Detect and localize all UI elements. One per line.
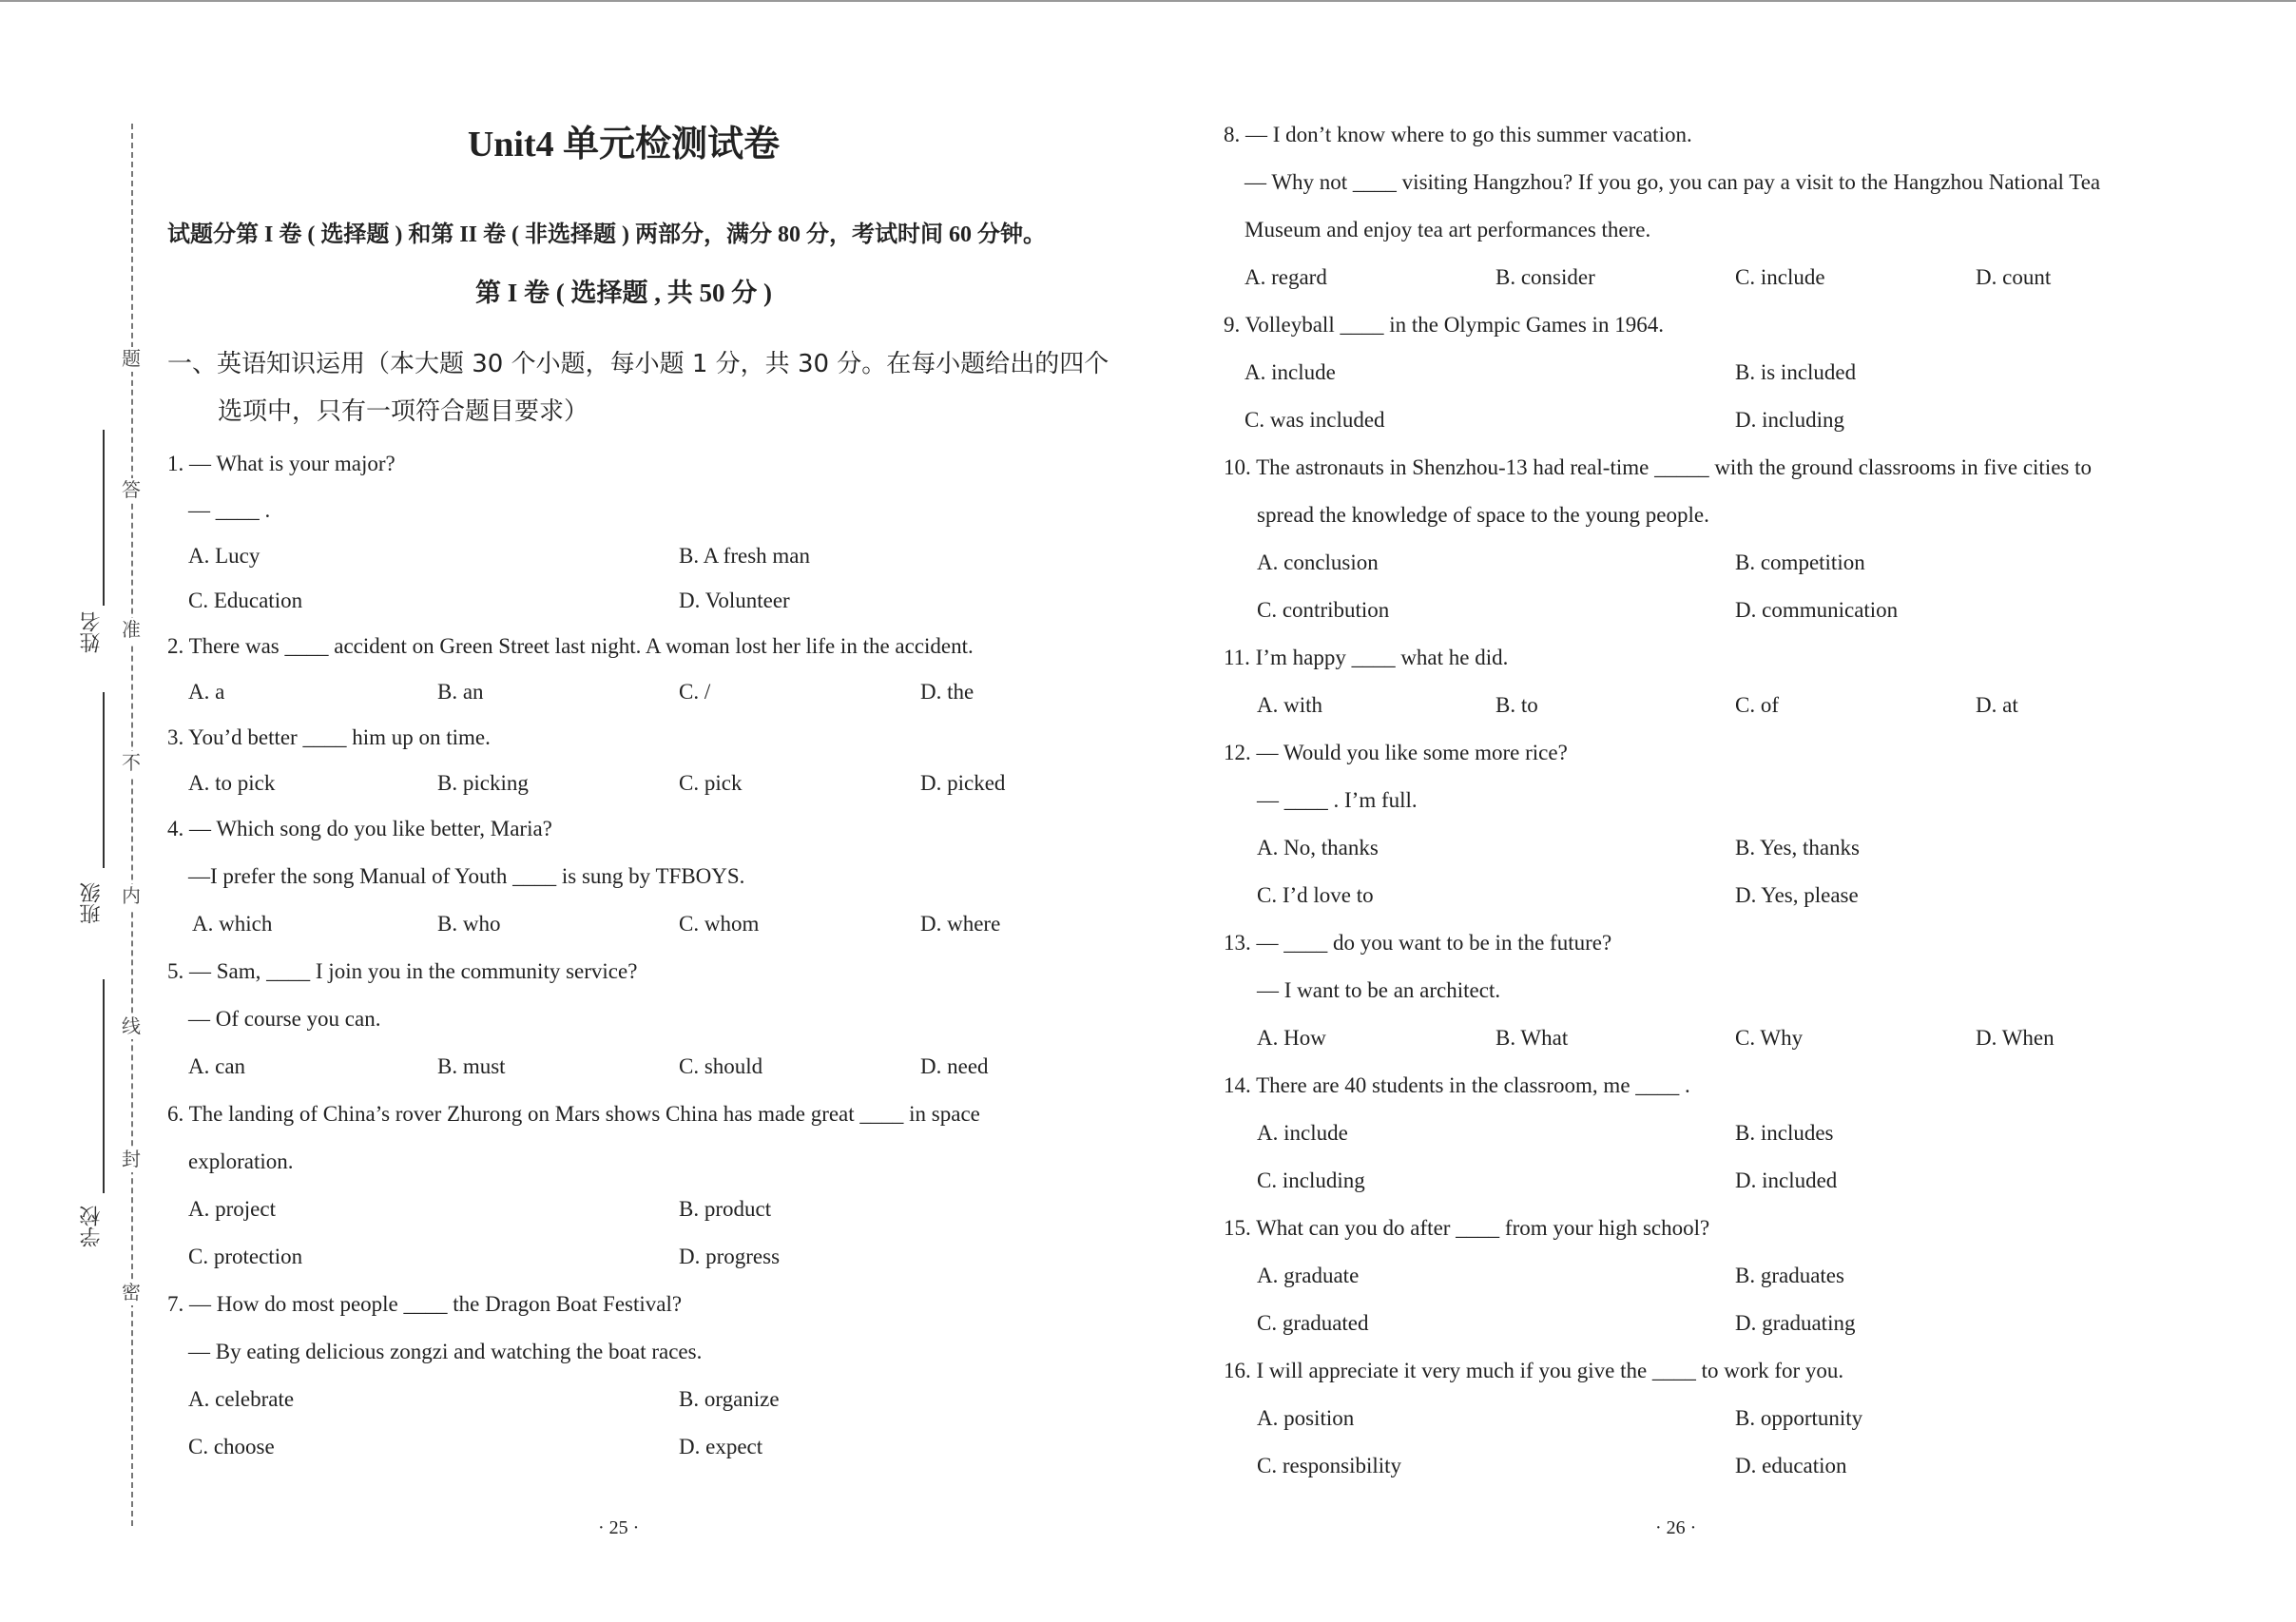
answer-option[interactable]: B. includes	[1735, 1121, 1834, 1145]
part-heading	[167, 340, 1128, 435]
answer-option[interactable]: C. should	[679, 1054, 763, 1078]
answer-option[interactable]: D. communication	[1735, 598, 1899, 622]
answer-option[interactable]: B. A fresh man	[679, 544, 810, 568]
answer-option[interactable]: A. project	[188, 1197, 276, 1221]
question-stem: 14. There are 40 students in the classroom, me ____ .	[1224, 1073, 1690, 1097]
answer-option[interactable]: D. included	[1735, 1168, 1838, 1192]
answer-option[interactable]: C. including	[1257, 1168, 1365, 1192]
class-field-line[interactable]	[103, 692, 105, 868]
answer-option[interactable]: D. including	[1735, 408, 1844, 432]
answer-option[interactable]: B. consider	[1495, 265, 1595, 289]
answer-option[interactable]: B. Yes, thanks	[1735, 836, 1861, 859]
answer-option[interactable]: B. to	[1495, 693, 1538, 717]
answer-option[interactable]: A. No, thanks	[1257, 836, 1379, 859]
answer-option[interactable]: A. can	[188, 1054, 246, 1078]
question-stem: 2. There was ____ accident on Green Street last night. A woman lost her life in the accident.	[167, 634, 974, 658]
question-stem: 1. — What is your major?	[167, 452, 396, 475]
answer-option[interactable]: C. include	[1735, 265, 1825, 289]
answer-option[interactable]: C. was included	[1244, 408, 1385, 432]
answer-option[interactable]: D. at	[1976, 693, 2018, 717]
question-continuation: — Why not ____ visiting Hangzhou? If you go, you can pay a visit to the Hangzhou National Tea	[1244, 170, 2101, 194]
question-continuation: —I prefer the song Manual of Youth ____ is sung by TFBOYS.	[188, 864, 745, 888]
answer-option[interactable]: D. Volunteer	[679, 589, 790, 612]
seal-char: 线	[119, 1014, 144, 1039]
answer-option[interactable]: A. include	[1244, 360, 1336, 384]
part-heading-line: 一、英语知识运用（本大题 30 个小题，每小题 1 分，共 30 分。在每小题给出的四个	[167, 350, 1109, 378]
answer-option[interactable]: C. contribution	[1257, 598, 1390, 622]
answer-option[interactable]: C. Education	[188, 589, 303, 612]
answer-option[interactable]: A. Lucy	[188, 544, 260, 568]
question-continuation: Museum and enjoy tea art performances there.	[1244, 218, 1651, 241]
school-field-label: 学校	[79, 1206, 103, 1247]
answer-option[interactable]: D. where	[920, 912, 1001, 936]
answer-option[interactable]: A. which	[192, 912, 273, 936]
answer-option[interactable]: A. a	[188, 680, 225, 704]
question-stem: 9. Volleyball ____ in the Olympic Games in 1964.	[1224, 313, 1664, 337]
question-stem: 7. — How do most people ____ the Dragon Boat Festival?	[167, 1292, 683, 1316]
answer-option[interactable]: D. the	[920, 680, 974, 704]
answer-option[interactable]: A. celebrate	[188, 1387, 295, 1411]
question-stem: 10. The astronauts in Shenzhou-13 had real-time _____ with the ground classrooms in five cities to	[1224, 455, 2093, 479]
seal-char: 题	[119, 347, 144, 372]
question-continuation: spread the knowledge of space to the young people.	[1257, 503, 1709, 527]
answer-option[interactable]: D. picked	[920, 771, 1006, 795]
answer-option[interactable]: A. position	[1257, 1406, 1355, 1430]
question-continuation: — Of course you can.	[188, 1007, 381, 1031]
name-field-label: 姓名	[79, 611, 103, 653]
answer-option[interactable]: C. I’d love to	[1257, 883, 1374, 907]
question-continuation: — ____ .	[188, 498, 271, 522]
answer-option[interactable]: A. regard	[1244, 265, 1327, 289]
answer-option[interactable]: D. need	[920, 1054, 989, 1078]
answer-option[interactable]: C. responsibility	[1257, 1454, 1402, 1477]
answer-option[interactable]: D. progress	[679, 1245, 781, 1268]
question-stem: 12. — Would you like some more rice?	[1224, 741, 1568, 764]
answer-option[interactable]: A. include	[1257, 1121, 1348, 1145]
seal-char: 答	[119, 478, 144, 503]
exam-intro: 试题分第 I 卷 ( 选择题 ) 和第 II 卷 ( 非选择题 ) 两部分，满分 80 分，考试时间 60 分钟。	[167, 222, 1046, 247]
answer-option[interactable]: C. of	[1735, 693, 1779, 717]
answer-option[interactable]: B. organize	[679, 1387, 780, 1411]
part-heading-line: 选项中，只有一项符合题目要求）	[218, 397, 589, 426]
section-heading: 第 I 卷 ( 选择题 , 共 50 分 )	[475, 279, 772, 307]
question-stem: 4. — Which song do you like better, Maria?	[167, 817, 552, 840]
answer-option[interactable]: C. choose	[188, 1435, 275, 1458]
question-stem: 5. — Sam, ____ I join you in the community service?	[167, 959, 638, 983]
question-stem: 8. — I don’t know where to go this summer vacation.	[1224, 123, 1692, 146]
answer-option[interactable]: D. count	[1976, 265, 2052, 289]
question-continuation: — I want to be an architect.	[1257, 978, 1501, 1002]
question-stem: 3. You’d better ____ him up on time.	[167, 725, 491, 749]
answer-option[interactable]: D. Yes, please	[1735, 883, 1859, 907]
answer-option[interactable]: B. What	[1495, 1026, 1569, 1050]
name-field-line[interactable]	[103, 430, 105, 606]
question-stem: 15. What can you do after ____ from your high school?	[1224, 1216, 1710, 1240]
answer-option[interactable]: B. competition	[1735, 550, 1865, 574]
answer-option[interactable]: B. graduates	[1735, 1264, 1844, 1287]
seal-char: 准	[119, 618, 144, 643]
answer-option[interactable]: A. with	[1257, 693, 1322, 717]
answer-option[interactable]: B. must	[437, 1054, 506, 1078]
page-number: · 26 ·	[1655, 1517, 1697, 1538]
question-stem: 13. — ____ do you want to be in the future?	[1224, 931, 1612, 955]
answer-option[interactable]: D. graduating	[1735, 1311, 1856, 1335]
answer-option[interactable]: B. picking	[437, 771, 529, 795]
answer-option[interactable]: B. product	[679, 1197, 772, 1221]
seal-char: 密	[119, 1281, 144, 1305]
seal-char: 内	[119, 884, 144, 909]
answer-option[interactable]: D. When	[1976, 1026, 2055, 1050]
question-continuation: exploration.	[188, 1149, 294, 1173]
answer-option[interactable]: B. opportunity	[1735, 1406, 1863, 1430]
answer-option[interactable]: C. pick	[679, 771, 743, 795]
answer-option[interactable]: A. graduate	[1257, 1264, 1360, 1287]
answer-option[interactable]: C. /	[679, 680, 711, 704]
page-number: · 25 ·	[598, 1517, 640, 1538]
answer-option[interactable]: C. Why	[1735, 1026, 1804, 1050]
question-stem: 16. I will appreciate it very much if you give the ____ to work for you.	[1224, 1359, 1844, 1382]
seal-char: 不	[119, 751, 144, 776]
answer-option[interactable]: B. an	[437, 680, 484, 704]
seal-char: 封	[119, 1148, 144, 1172]
binding-dashed-line	[131, 124, 133, 1526]
answer-option[interactable]: C. graduated	[1257, 1311, 1369, 1335]
question-continuation: — By eating delicious zongzi and watching the boat races.	[188, 1340, 703, 1363]
answer-option[interactable]: C. whom	[679, 912, 760, 936]
school-field-line[interactable]	[103, 979, 105, 1193]
answer-option[interactable]: D. education	[1735, 1454, 1847, 1477]
answer-option[interactable]: B. who	[437, 912, 501, 936]
answer-option[interactable]: A. conclusion	[1257, 550, 1379, 574]
question-stem: 11. I’m happy ____ what he did.	[1224, 646, 1509, 669]
question-continuation: — ____ . I’m full.	[1257, 788, 1418, 812]
top-border	[0, 0, 2296, 2]
answer-option[interactable]: A. to pick	[188, 771, 276, 795]
class-field-label: 班级	[79, 882, 103, 924]
question-stem: 6. The landing of China’s rover Zhurong on Mars shows China has made great ____ in space	[167, 1102, 980, 1126]
answer-option[interactable]: D. expect	[679, 1435, 763, 1458]
answer-option[interactable]: A. How	[1257, 1026, 1326, 1050]
exam-title: Unit4 单元检测试卷	[467, 125, 781, 164]
answer-option[interactable]: B. is included	[1735, 360, 1857, 384]
answer-option[interactable]: C. protection	[188, 1245, 303, 1268]
